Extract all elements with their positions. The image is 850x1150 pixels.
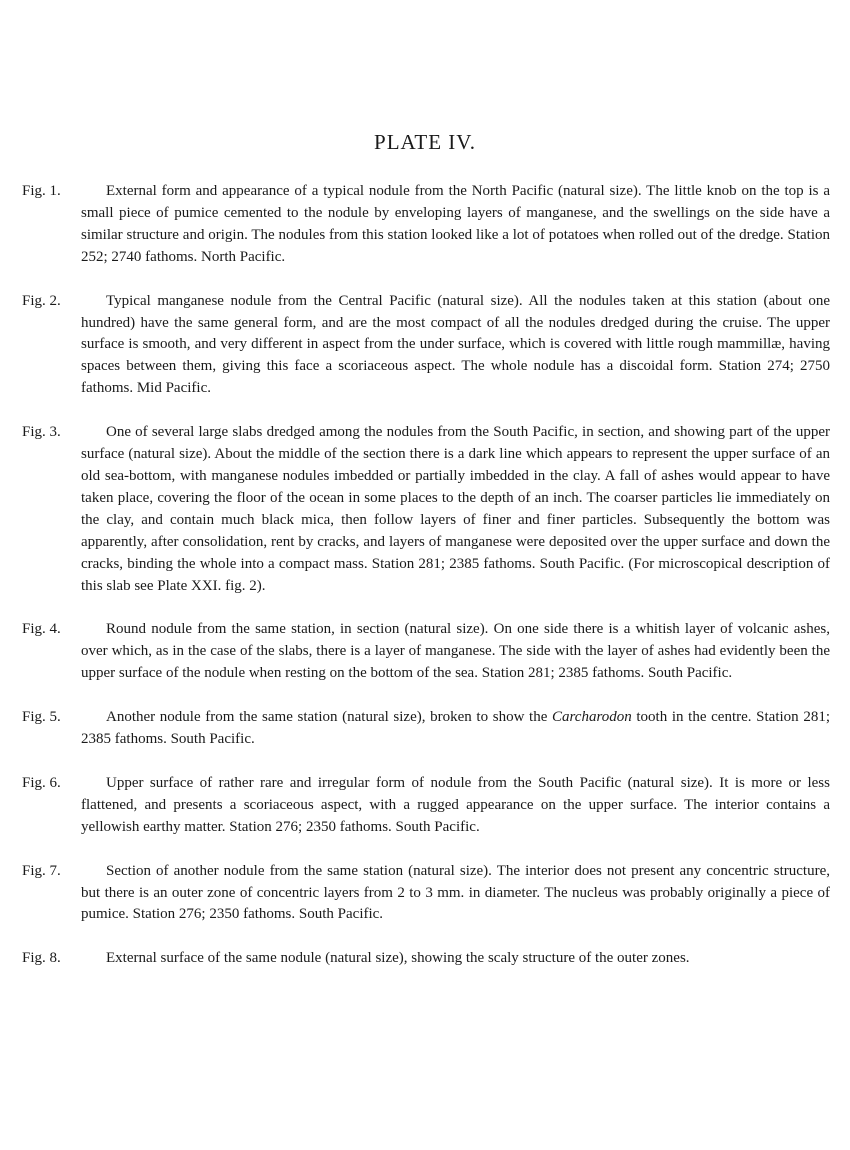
figure-description: Typical manganese nodule from the Central Pacific (natural size). All the nodules taken at this station (about one hundred) have the same general form, and are the most compact of all the nodules dredged during the cruise. The upper surface is smooth, and very different in aspect from the under surface, which is covered with little rough mammillæ, having spaces between them, giving this face a scoriaceous aspect. The whole nodule has a discoidal form. Station 274; 2750 fathoms. Mid Pacific. xyxy=(81,292,830,397)
plate-title: PLATE IV. xyxy=(374,130,476,154)
figure-description: Section of another nodule from the same station (natural size). The interior does not present any concentric structure, but there is an outer zone of concentric layers from 2 to 3 mm. in diameter. The nucleus was probably originally a piece of pumice. Station 276; 2350 fathoms. South Pacific. xyxy=(81,862,830,923)
figure-8-caption xyxy=(22,948,830,970)
figure-4-caption xyxy=(22,619,830,685)
figure-label: Fig. 8. xyxy=(22,950,61,967)
figure-description: One of several large slabs dredged among the nodules from the South Pacific, in section, and showing part of the upper surface (natural size). About the middle of the section there is a dark line which appears to represent the upper surface of an old sea-bottom, with manganese nodules imbedded or partially imbedded in the clay. A fall of ashes would appear to have taken place, covering the floor of the ocean in some places to the depth of an inch. The coarser particles lie immediately on the clay, and contain much black mica, then follow layers of finer and finer particles. Subsequently the bottom was apparently, after consolidation, rent by cracks, and layers of manganese were deposited over the upper surface and down the cracks, binding the whole into a compact mass. Station 281; 2385 fathoms. South Pacific. (For microscopical description of this slab see Plate XXI. fig. 2). xyxy=(81,424,830,594)
figure-label: Fig. 7. xyxy=(22,862,61,879)
figure-2-caption xyxy=(22,291,830,401)
figure-1-caption xyxy=(22,181,830,269)
figure-label: Fig. 2. xyxy=(22,292,61,309)
figure-label: Fig. 5. xyxy=(22,709,61,726)
figure-label: Fig. 6. xyxy=(22,774,61,791)
figure-label: Fig. 3. xyxy=(22,424,61,441)
figure-description: Upper surface of rather rare and irregular form of nodule from the South Pacific (natural size). It is more or less flattened, and presents a scoriaceous aspect, with a rugged appearance on the upper surface. The interior contains a yellowish earthy matter. Station 276; 2350 fathoms. South Pacific. xyxy=(81,774,830,835)
figure-description-text: Another nodule from the same station (natural size), broken to show the xyxy=(106,709,553,726)
figure-label: Fig. 1. xyxy=(22,183,61,199)
figure-description: External surface of the same nodule (natural size), showing the scaly structure of the outer zones. xyxy=(106,950,690,967)
figure-description: Round nodule from the same station, in section (natural size). On one side there is a whitish layer of volcanic ashes, over which, as in the case of the slabs, there is a layer of manganese. The side with the layer of ashes had evidently been the upper surface of the nodule when resting on the bottom of the sea. Station 281; 2385 fathoms. South Pacific. xyxy=(81,621,830,682)
species-name: Carcharodon xyxy=(552,709,632,726)
figure-description-text: tooth in the centre. Station 281; 2385 fathoms. South Pacific. xyxy=(81,709,830,748)
figure-description xyxy=(81,707,830,751)
figure-6-caption xyxy=(22,773,830,839)
figure-5-caption xyxy=(22,707,830,751)
figure-list xyxy=(22,181,830,992)
figure-description: External form and appearance of a typical nodule from the North Pacific (natural size). The little knob on the top is a small piece of pumice cemented to the nodule by enveloping layers of manganese, and the swellings on the side have a similar structure and origin. The nodules from this station looked like a lot of potatoes when rolled out of the dredge. Station 252; 2740 fathoms. North Pacific. xyxy=(81,183,830,265)
figure-label: Fig. 4. xyxy=(22,621,61,638)
figure-3-caption xyxy=(22,422,830,597)
figure-7-caption xyxy=(22,861,830,927)
